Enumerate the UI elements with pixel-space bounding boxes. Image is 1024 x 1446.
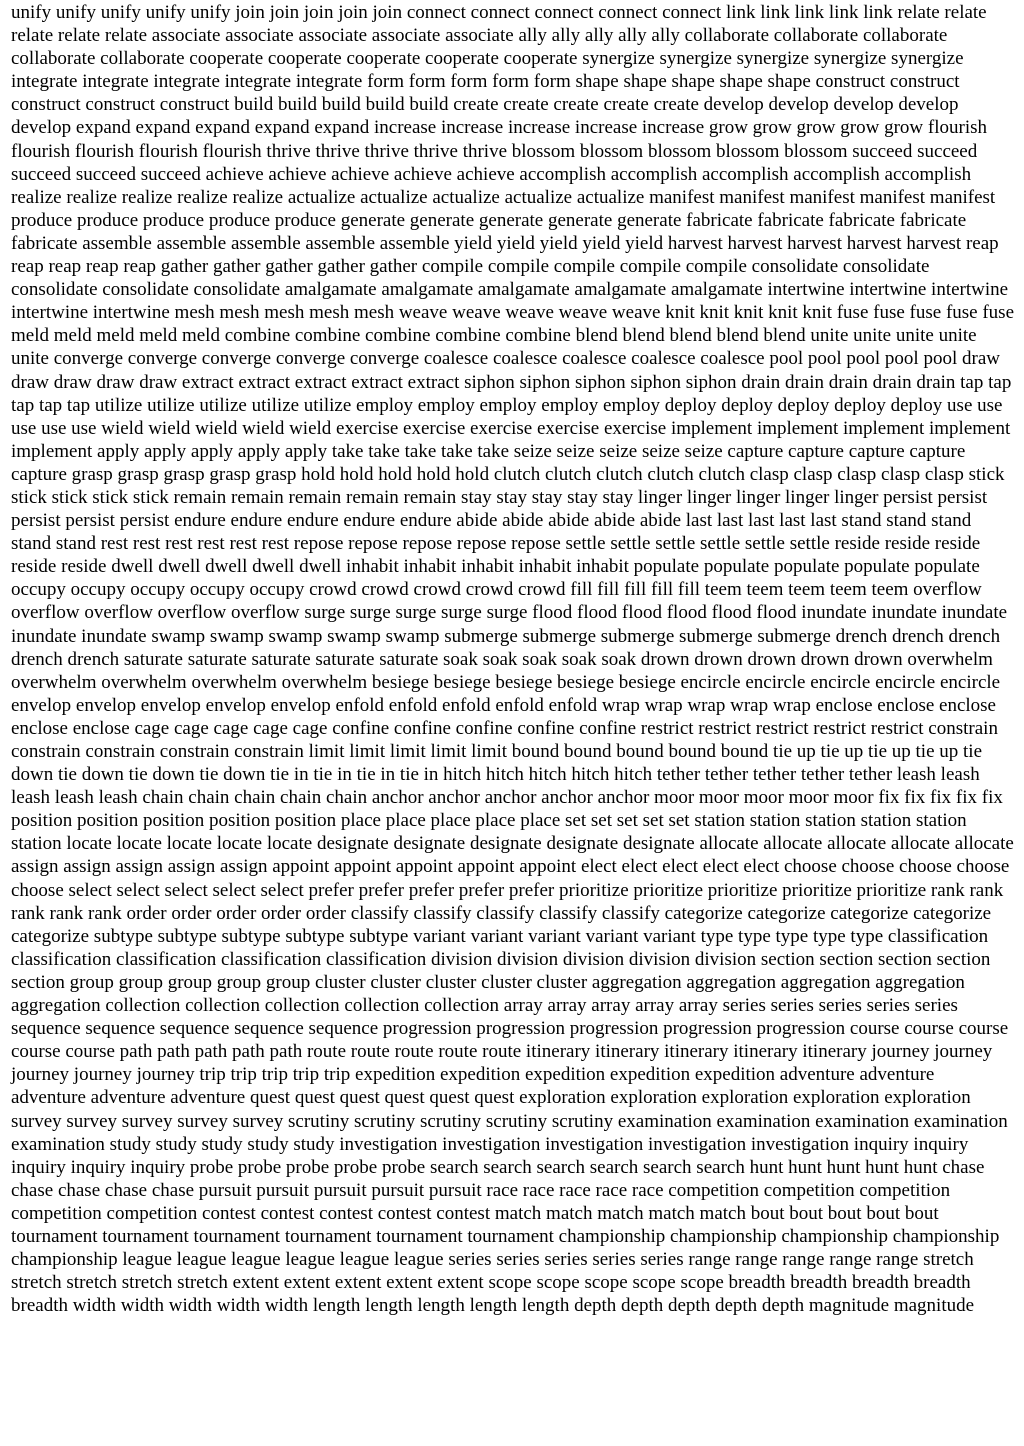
body-text: unify unify unify unify unify join join join join join connect connect connect connect connect link link link link link relate relate relate relate relate associate associate associate associate associate ally ally ally ally ally collaborate collaborate collaborate collaborate collaborate cooperate cooperate cooperate cooperate cooperate synergize synergize synergize synergize synergize integrate integrate integrate integrate integrate form form form form form shape shape shape shape shape construct construct construct construct construct build build build build build create create create create create develop develop develop develop develop expand expand expand expand expand increase increase increase increase increase grow grow grow grow grow flourish flourish flourish flourish flourish thrive thrive thrive thrive thrive blossom blossom blossom blossom blossom succeed succeed succeed succeed succeed achieve achieve achieve achieve achieve accomplish accomplish accomplish accomplish accomplish realize realize realize realize realize actualize actualize actualize actualize actualize manifest manifest manifest manifest manifest produce produce produce produce produce generate generate generate generate generate fabricate fabricate fabricate fabricate fabricate assemble assemble assemble assemble assemble yield yield yield yield yield harvest harvest harvest harvest harvest reap reap reap reap reap gather gather gather gather gather compile compile compile compile compile consolidate consolidate consolidate consolidate consolidate amalgamate amalgamate amalgamate amalgamate amalgamate intertwine intertwine intertwine intertwine intertwine mesh mesh mesh mesh mesh weave weave weave weave weave knit knit knit knit knit fuse fuse fuse fuse fuse meld meld meld meld meld combine combine combine combine combine blend blend blend blend blend unite unite unite unite unite converge converge converge converge converge coalesce coalesce coalesce coalesce coalesce pool pool pool pool pool draw draw draw draw draw extract extract extract extract extract siphon siphon siphon siphon siphon drain drain drain drain drain tap tap tap tap tap utilize utilize utilize utilize utilize employ employ employ employ employ deploy deploy deploy deploy deploy use use use use use wield wield wield wield wield exercise exercise exercise exercise exercise implement implement implement implement implement apply apply apply apply apply take take take take take seize seize seize seize seize capture capture capture capture capture grasp grasp grasp grasp grasp hold hold hold hold hold clutch clutch clutch clutch clutch clasp clasp clasp clasp clasp stick stick stick stick stick remain remain remain remain remain stay stay stay stay stay linger linger linger linger linger persist persist persist persist persist endure endure endure endure endure abide abide abide abide abide last last last last last stand stand stand stand stand rest rest rest rest rest rest repose repose repose repose repose settle settle settle settle settle settle reside reside reside reside reside dwell dwell dwell dwell dwell inhabit inhabit inhabit inhabit inhabit populate populate populate populate populate occupy occupy occupy occupy occupy crowd crowd crowd crowd crowd fill fill fill fill fill teem teem teem teem teem overflow overflow overflow overflow overflow surge surge surge surge surge flood flood flood flood flood flood inundate inundate inundate inundate inundate swamp swamp swamp swamp swamp submerge submerge submerge submerge submerge drench drench drench drench drench saturate saturate saturate saturate saturate soak soak soak soak soak drown drown drown drown drown overwhelm overwhelm overwhelm overwhelm overwhelm besiege besiege besiege besiege besiege encircle encircle encircle encircle encircle envelop envelop envelop envelop envelop enfold enfold enfold enfold enfold wrap wrap wrap wrap wrap enclose enclose enclose enclose enclose cage cage cage cage cage confine confine confine confine confine restrict restrict restrict restrict restrict constrain constrain constrain constrain constrain limit limit limit limit limit bound bound bound bound bound tie up tie up tie up tie up tie down tie down tie down tie down tie in tie in tie in tie in hitch hitch hitch hitch hitch tether tether tether tether tether leash leash leash leash leash chain chain chain chain chain anchor anchor anchor anchor anchor moor moor moor moor moor fix fix fix fix fix position position position position position place place place place place set set set set set station station station station station station locate locate locate locate locate designate designate designate designate designate allocate allocate allocate allocate allocate assign assign assign assign assign appoint appoint appoint appoint appoint elect elect elect elect elect choose choose choose choose choose select select select select select prefer prefer prefer prefer prefer prioritize prioritize prioritize prioritize prioritize rank rank rank rank rank order order order order order classify classify classify classify classify categorize categorize categorize categorize categorize subtype subtype subtype subtype subtype variant variant variant variant variant type type type type type classification classification classification classification classification division division division division division section section section section section group group group group group cluster cluster cluster cluster cluster aggregation aggregation aggregation aggregation aggregation collection collection collection collection collection array array array array array series series series series series sequence sequence sequence sequence sequence progression progression progression progression progression course course course course course path path path path path route route route route route itinerary itinerary itinerary itinerary itinerary journey journey journey journey journey trip trip trip trip trip expedition expedition expedition expedition expedition adventure adventure adventure adventure adventure quest quest quest quest quest quest exploration exploration exploration exploration exploration survey survey survey survey survey scrutiny scrutiny scrutiny scrutiny scrutiny examination examination examination examination examination study study study study study investigation investigation investigation investigation investigation inquiry inquiry inquiry inquiry inquiry probe probe probe probe probe search search search search search search hunt hunt hunt hunt hunt chase chase chase chase chase pursuit pursuit pursuit pursuit pursuit race race race race race competition competition competition competition competition contest contest contest contest contest match match match match match bout bout bout bout bout tournament tournament tournament tournament tournament tournament championship championship championship championship championship league league league league league league series series series series series range range range range range stretch stretch stretch stretch stretch extent extent extent extent extent scope scope scope scope scope breadth breadth breadth breadth breadth width width width width width length length length length length depth depth depth depth depth magnitude magnitude (11, 2, 1015, 1317)
